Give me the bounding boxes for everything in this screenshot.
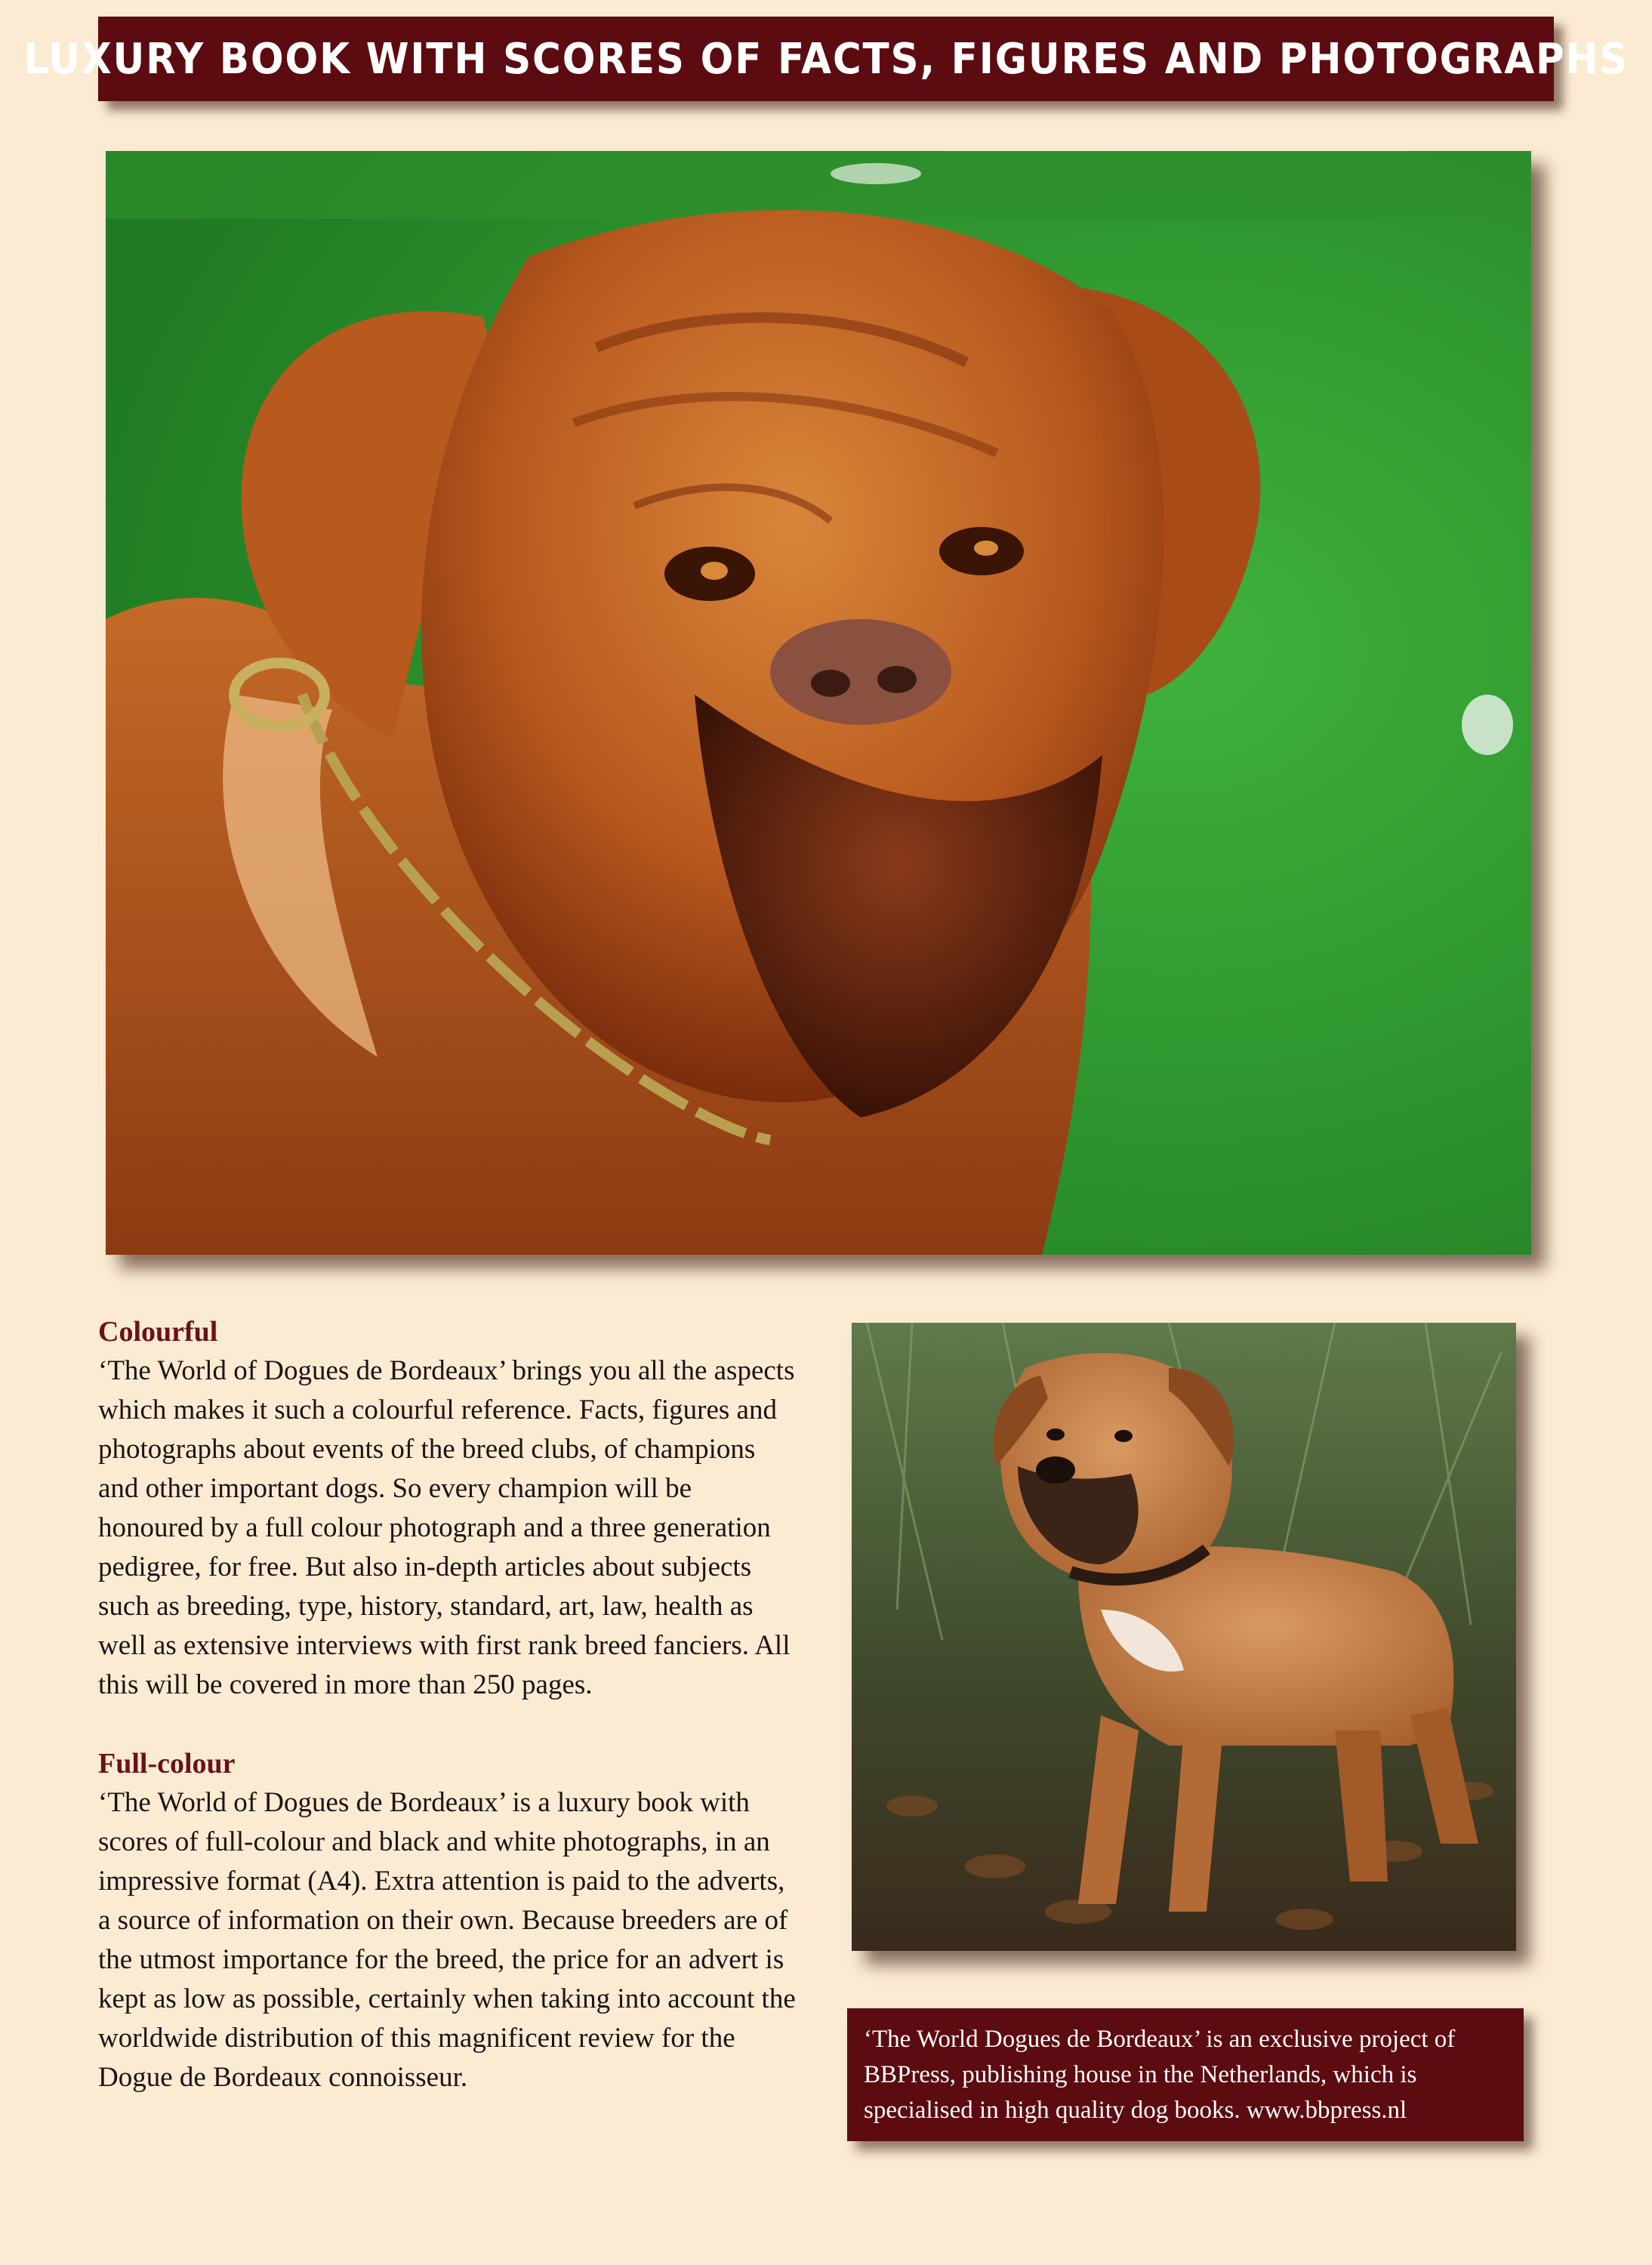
banner-title: LUXURY BOOK WITH SCORES OF FACTS, FIGURES AND PHOTOGRAPHS (23, 34, 1629, 84)
colourful-heading: Colourful (98, 1316, 218, 1348)
puppy-photo (852, 1323, 1516, 1951)
publisher-info-box (847, 2008, 1524, 2141)
full-colour-heading: Full-colour (98, 1748, 236, 1780)
colourful-body: ‘The World of Dogues de Bordeaux’ brings you all the aspects which makes it such a colourful reference. Facts, figures and photographs about events of the breed clubs, of champions and other important dogs. So every champion will be honoured by a full colour photograph and a three generation pedigree, for free. But also in-depth articles about subjects such as breeding, type, history, standard, art, law, health as well as extensive interviews with first rank breed fanciers. All this will be covered in more than 250 pages. (98, 1355, 795, 1700)
adult-dogue-photo (106, 151, 1531, 1255)
full-colour-body: ‘The World of Dogues de Bordeaux’ is a luxury book with scores of full-colour and black and white photographs, in an impressive format (A4). Extra attention is paid to the adverts, a source of information on their own. Because breeders are of the utmost importance for the breed, the price for an advert is kept as low as possible, certainly when taking into account the worldwide distribution of this magnificent review for the Dogue de Bordeaux connoisseur. (98, 1787, 796, 2093)
colourful-section (98, 1312, 800, 1705)
publisher-info-text: ‘The World Dogues de Bordeaux’ is an exclusive project of BBPress, publishing house in the Netherlands, which is specialised in high quality dog books. www.bbpress.nl (864, 2026, 1456, 2124)
page-banner (23, 17, 1629, 101)
full-colour-section (98, 1744, 800, 2097)
